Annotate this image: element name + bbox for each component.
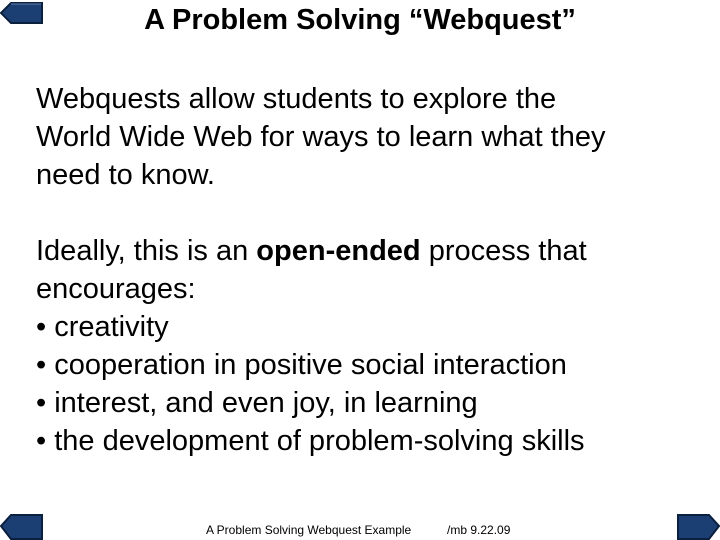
intro-line-2: World Wide Web for ways to learn what they [36, 121, 606, 153]
intro-paragraph [36, 80, 696, 194]
benefits-intro-before: Ideally, this is an [36, 235, 257, 267]
bullet-item: • cooperation in positive social interaction [36, 349, 567, 381]
bottom-next-button[interactable] [676, 512, 720, 540]
benefits-paragraph [36, 232, 696, 460]
footer-author-date: /mb 9.22.09 [447, 523, 511, 537]
slide-title: A Problem Solving “Webquest” [144, 4, 576, 36]
bullet-item: • the development of problem-solving skills [36, 425, 585, 457]
bottom-back-button[interactable] [0, 512, 44, 540]
bullet-item: • creativity [36, 311, 169, 343]
benefits-intro-after: process that [420, 235, 587, 267]
benefits-intro-line-2: encourages: [36, 273, 196, 305]
footer-title: A Problem Solving Webquest Example [206, 523, 412, 537]
back-arrow-icon [0, 512, 44, 540]
bullet-item: • interest, and even joy, in learning [36, 387, 478, 419]
open-ended-emphasis: open-ended [256, 235, 421, 267]
intro-line-1: Webquests allow students to explore the [36, 83, 557, 115]
benefits-intro-line [36, 232, 696, 270]
intro-line-3: need to know. [36, 159, 215, 191]
next-arrow-icon [676, 512, 720, 540]
